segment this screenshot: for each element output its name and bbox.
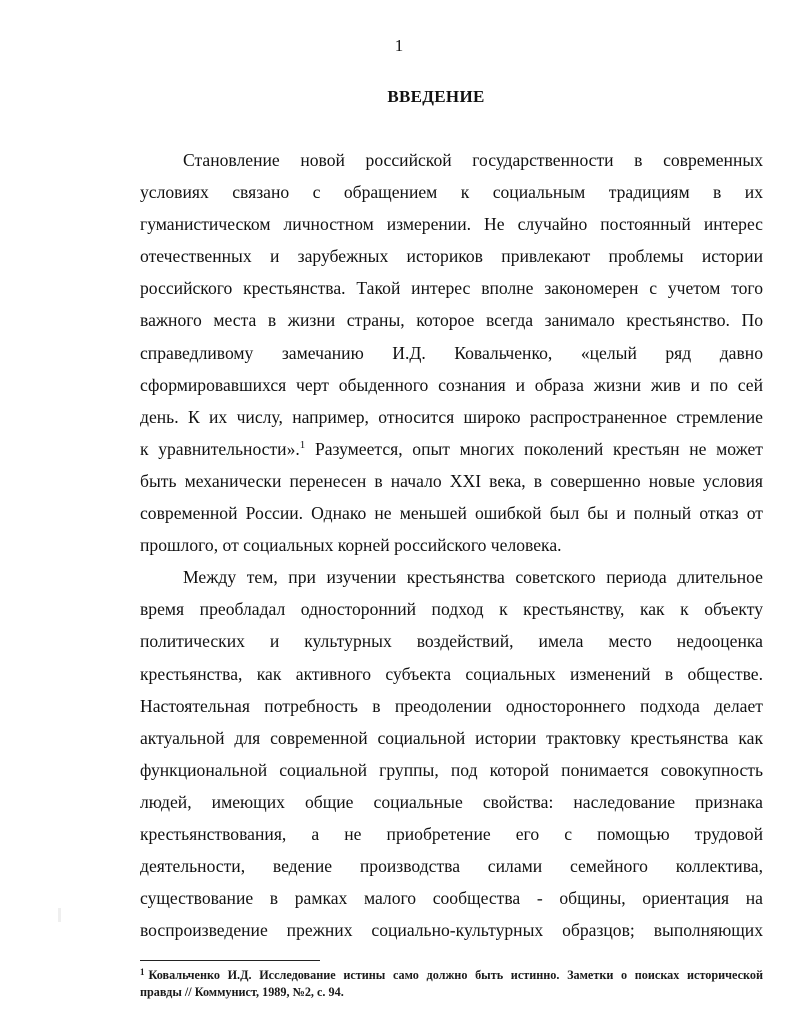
paragraph-1-line-3: гуманистическом личностном измерении. Не случайно постоянный интерес [140,214,763,235]
paragraph-1-line-7: справедливому замечанию И.Д. Ковальченко, «целый ряд давно [140,342,763,363]
quote-end-text: к уравнительности». [140,438,300,459]
paragraph-1-line-5: российского крестьянства. Такой интерес вполне закономерен с учетом того [140,278,763,299]
footnote-marker: 1 [140,967,145,977]
paragraph-2-line-4: крестьянства, как активного субъекта социальных изменений в обществе. [140,663,763,684]
paragraph-2-line-12: воспроизведение прежних социально-культурных образцов; выполняющих [140,920,763,941]
paragraph-2-line-9: крестьянствования, а не приобретение его с помощью трудовой [140,823,763,844]
paragraph-2-line-1: Между тем, при изучении крестьянства советского периода длительное [183,567,763,588]
paragraph-1-line-9: день. К их числу, например, относится широко распространенное стремление [140,406,763,427]
paragraph-1-line-8: сформировавшихся черт обыденного сознания и образа жизни жив и по сей [140,374,763,395]
footnote-1-line-2: правды // Коммунист, 1989, №2, с. 94. [140,985,344,999]
paragraph-1-line-2: условиях связано с обращением к социальным традициям в их [140,182,763,203]
paragraph-1-line-12: современной России. Однако не меньшей ошибкой был бы и полный отказ от [140,503,763,524]
paragraph-2-line-7: функциональной социальной группы, под которой понимается совокупность [140,759,763,780]
page-number: 1 [394,36,404,55]
paragraph-2-line-10: деятельности, ведение производства силами семейного коллектива, [140,856,763,877]
footnote-1-line-1 [140,967,763,984]
footnotes [140,967,763,1001]
paragraph-2-line-8: людей, имеющих общие социальные свойства: наследование признака [140,791,763,812]
paragraph-1-line-13: прошлого, от социальных корней российского человека. [140,535,562,556]
paragraph-1-line-11: быть механически перенесен в начало XXI века, в совершенно новые условия [140,470,763,491]
paragraph-1-line-4: отечественных и зарубежных историков привлекают проблемы истории [140,246,763,267]
paragraph-1-line-10 [140,433,763,465]
body-text [140,144,763,946]
scan-artifact [58,908,61,922]
paragraph-1-line-1: Становление новой российской государственности в современных [183,150,763,170]
footnote-reference[interactable]: 1 [299,438,306,451]
paragraph-2-line-11: существование в рамках малого сообщества - общины, ориентация на [140,888,763,909]
paragraph-2-line-2: время преобладал односторонний подход к крестьянству, как к объекту [140,599,763,620]
page-title: ВВЕДЕНИЕ [387,87,485,106]
paragraph-1-line-6: важного места в жизни страны, которое всегда занимало крестьянство. По [140,310,763,331]
paragraph-1-line-10-rest: Разумеется, опыт многих поколений крестьян не может [305,438,763,459]
footnote-1-text: Ковальченко И.Д. Исследование истины само должно быть истинно. Заметки о поисках исторической [148,968,763,982]
paragraph-2-line-5: Настоятельная потребность в преодолении одностороннего подхода делает [140,695,763,716]
footnote-separator [140,960,320,961]
paragraph-2-line-3: политических и культурных воздействий, имела место недооценка [140,631,763,652]
paragraph-2-line-6: актуальной для современной социальной истории трактовку крестьянства как [140,727,763,748]
